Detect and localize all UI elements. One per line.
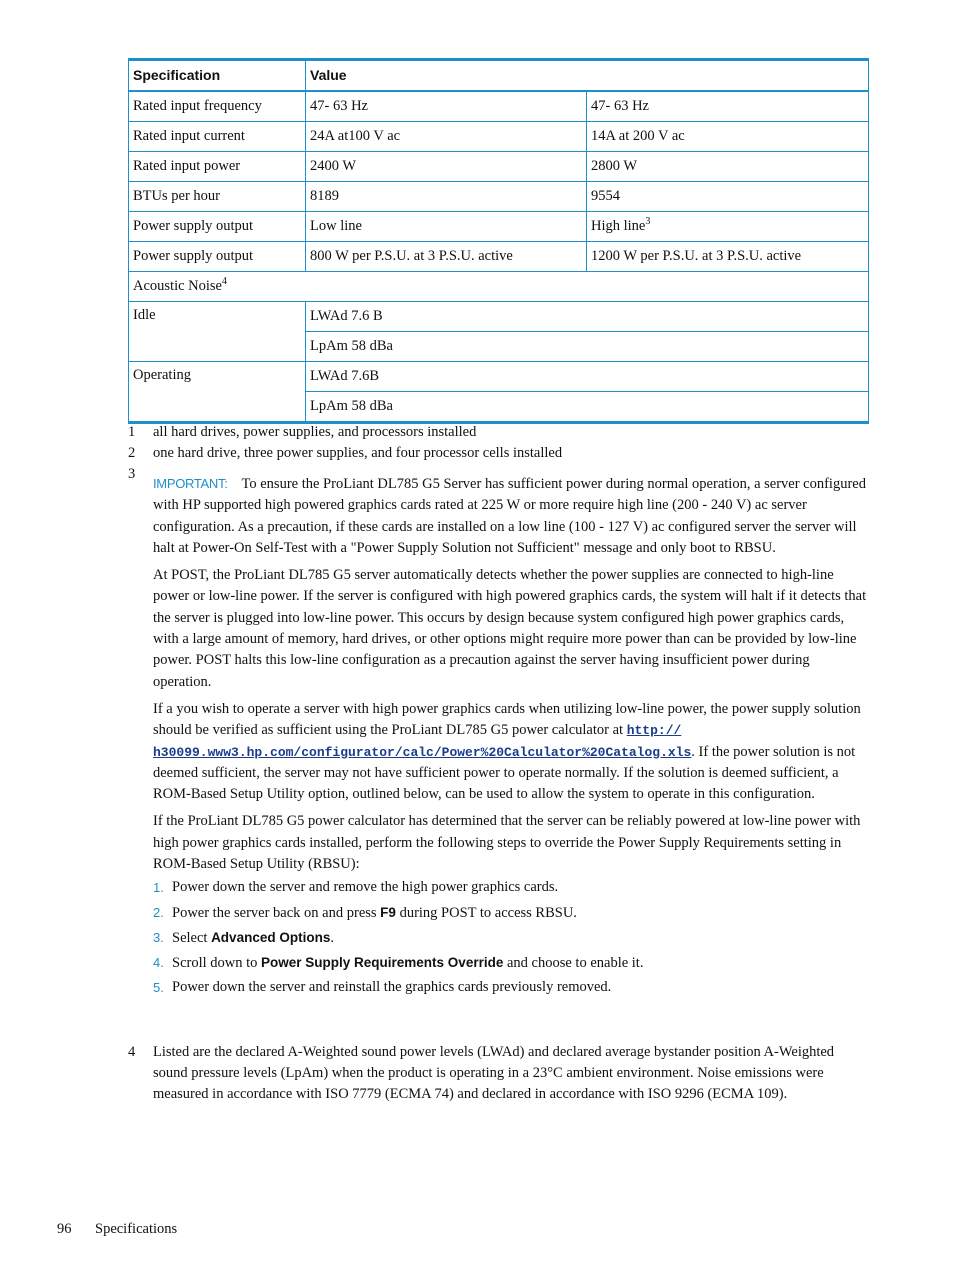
operating-lpam: LpAm 58 dBa [306,392,869,423]
power-supply-output-row [129,242,869,272]
footnote-number: 3 [128,466,136,482]
idle-row [129,302,869,332]
acoustic-noise-heading [129,272,869,302]
footnote-ref: 3 [645,215,651,227]
step-text: Power down the server and remove the high power graphics cards. [172,879,559,896]
page-footer [57,1221,177,1238]
step-number: 1. [153,880,164,896]
override-steps-list [153,877,869,998]
step-item [153,927,869,949]
table-header-row [129,60,869,92]
pso-header-low-line: Low line [306,212,587,242]
step-number: 2. [153,904,164,920]
acoustic-noise-label: Acoustic Noise [133,277,222,294]
step-ui-term: F9 [380,904,396,920]
row-label: Rated input frequency [129,91,306,122]
table-row [129,91,869,122]
calculator-link-part-1: http:// [626,723,682,739]
calculator-link-part-2: h30099.www3.hp.com/configurator/calc/Power%20Calculator%20Catalog.xls [153,744,692,760]
footnote-3 [153,473,869,1001]
step-item [153,902,869,924]
step-ui-term: Power Supply Requirements Override [261,954,504,970]
step-item [153,877,869,898]
row-value-low: 47- 63 Hz [306,91,587,122]
idle-lpam: LpAm 58 dBa [306,332,869,362]
step-number: 4. [153,954,164,970]
header-specification: Specification [129,60,306,92]
override-intro-paragraph: If the ProLiant DL785 G5 power calculator has determined that the server can be reliably powered at low-line power with high power graphics cards installed, perform the following steps to override the Power Supply Requirements setting in ROM-Based Setup Utility (RBSU): [153,813,861,873]
row-value-low: 8189 [306,182,587,212]
pso-header-label: Power supply output [129,212,306,242]
footnote-ref: 4 [222,275,227,287]
row-label: Power supply output [129,242,306,272]
table-row [129,152,869,182]
step-text-end: . [330,929,334,946]
row-value-low: 2400 W [306,152,587,182]
row-value-high: 9554 [587,182,869,212]
header-value: Value [306,60,869,92]
operating-lwad: LWAd 7.6B [306,362,869,392]
table-row [129,182,869,212]
table-row [129,122,869,152]
post-paragraph: At POST, the ProLiant DL785 G5 server automatically detects whether the power supplies are connected to high-line power or low-line power. If the server is configured with high powered graphics cards, the system will halt if it detects that the server is plugged into low-line power. This occurs by design because system configured high power graphics cards, with a large amount of memory, hard drives, or other options might require more power than can be provided by low-line power. POST halts this low-line configuration as a precaution against the server having insufficient power during operation. [153,567,867,690]
operating-label: Operating [129,362,306,423]
footnote-text: one hard drive, three power supplies, and four processor cells installed [153,445,563,461]
footnote-number: 4 [128,1044,136,1060]
idle-label: Idle [129,302,306,362]
step-number: 5. [153,980,164,996]
step-text: Power down the server and reinstall the graphics cards previously removed. [172,979,612,996]
footnote-text: all hard drives, power supplies, and processors installed [153,424,477,440]
row-label: BTUs per hour [129,182,306,212]
footnote-number: 1 [128,424,136,440]
calculator-text-before: If a you wish to operate a server with high power graphics cards when utilizing low-line power, the power supply solution should be verified as sufficient using the ProLiant DL785 G5 power calculator at [153,700,861,739]
step-text: Power the server back on and press [172,904,381,921]
row-label: Rated input current [129,122,306,152]
acoustic-noise-row [129,272,869,302]
important-note [153,473,869,559]
row-value-low: 800 W per P.S.U. at 3 P.S.U. active [306,242,587,272]
row-value-low: 24A at100 V ac [306,122,587,152]
important-text: To ensure the ProLiant DL785 G5 Server has sufficient power during normal operation, a server configured with HP supported high powered graphics cards rated at 225 W or more require high line (200 - 240 V) ac server configuration. As a precaution, if these cards are installed on a low line (100 - 127 V) ac configured server the server will halt at Power-On Self-Test with a "Power Supply Solution not Sufficient" message and only boot to RBSU. [153,476,866,556]
step-ui-term: Advanced Options [211,929,331,945]
row-value-high: 2800 W [587,152,869,182]
step-text: Scroll down to [172,954,262,971]
step-number: 3. [153,929,164,945]
row-label: Rated input power [129,152,306,182]
row-value-high: 47- 63 Hz [587,91,869,122]
calculator-paragraph [153,699,869,805]
footer-section-title: Specifications [95,1221,178,1237]
operating-row [129,362,869,392]
step-text-end: and choose to enable it. [503,954,644,971]
calculator-text-after: . If the power solution is not deemed sufficient, the server may not have sufficient power to operate normally. If the solution is deemed sufficient, a ROM-Based Setup Utility option, outlined below, can be used to allow the system to operate in this configuration. [153,743,856,803]
step-text-end: during POST to access RBSU. [395,904,577,921]
power-supply-output-header-row [129,212,869,242]
high-line-label: High line [591,217,646,234]
specifications-table [128,58,869,424]
page-number: 96 [57,1221,72,1237]
step-text: Select [172,929,212,946]
step-item [153,952,869,974]
important-label: IMPORTANT: [153,476,228,491]
row-value-high: 14A at 200 V ac [587,122,869,152]
row-value-high: 1200 W per P.S.U. at 3 P.S.U. active [587,242,869,272]
footnote-text: Listed are the declared A-Weighted sound power levels (LWAd) and declared average bystander position A-Weighted sound pressure levels (LpAm) when the product is operating in a 23°C ambient environment. Noise emissions were measured in accordance with ISO 7779 (ECMA 74) and declared in accordance with ISO 9296 (ECMA 109). [153,1044,835,1102]
pso-header-high-line [587,212,869,242]
step-item [153,977,869,998]
idle-lwad: LWAd 7.6 B [306,302,869,332]
footnote-number: 2 [128,445,136,461]
